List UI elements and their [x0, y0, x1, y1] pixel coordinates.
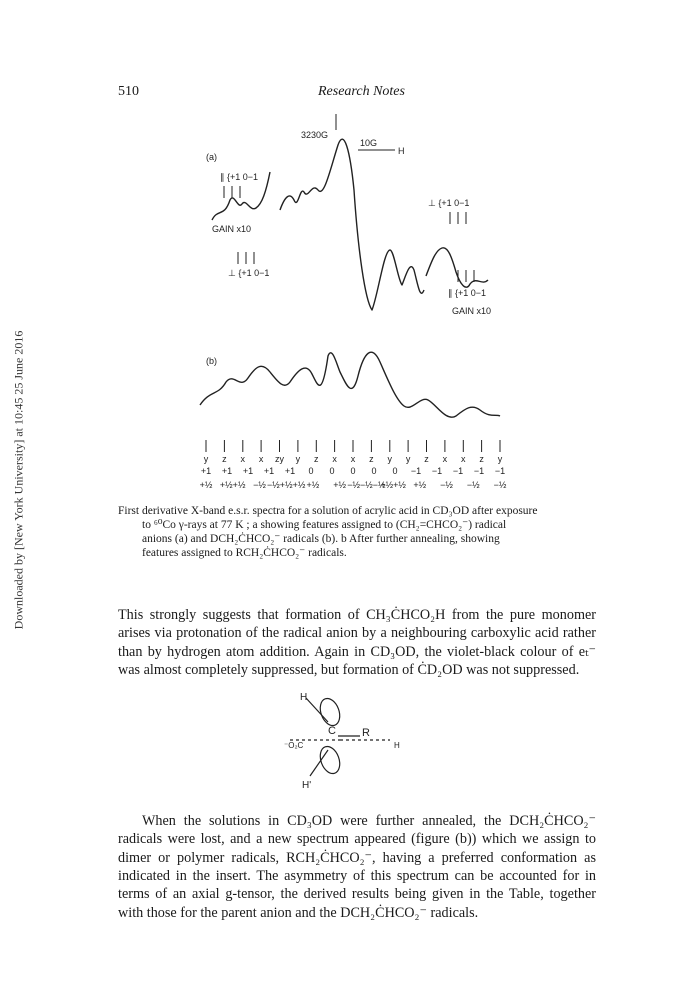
axis-label-11: y — [405, 454, 411, 464]
par-left-label: ∥ {+1 0−1 — [220, 172, 259, 182]
axis-label-5: y — [295, 454, 301, 464]
mi-label-0: +½ — [199, 480, 213, 490]
par-right-label: ∥ {+1 0−1 — [448, 288, 487, 298]
ml-label-3: +1 — [263, 466, 275, 476]
spectrum-a-gain-right — [426, 248, 488, 287]
axis-label-9: z — [369, 454, 374, 464]
axis-label-12: z — [424, 454, 429, 464]
mi-label-2: −½ — [253, 480, 266, 490]
ml-label-4: +1 — [284, 466, 296, 476]
mi-label-10: −½ — [466, 480, 480, 490]
ml-label-9: 0 — [392, 466, 398, 476]
axis-label-15: z — [479, 454, 484, 464]
caption-line-2: to ⁶⁰Co γ-rays at 77 K ; a showing features assigned to (CH₂=CHCO₂⁻) radical — [142, 519, 507, 531]
insert-carbon: C — [328, 725, 336, 737]
ml-label-0: +1 — [200, 466, 212, 476]
figure-drawing — [0, 100, 696, 500]
axis-label-2: x — [240, 454, 246, 464]
gain-left-label: GAIN x10 — [212, 224, 252, 234]
panel-a-label: (a) — [206, 152, 217, 162]
paragraph-1: This strongly suggests that formation of CH₃ĊHCO₂H from the pure monomer arises via protonation of the radical anion by a neighbouring carboxylic acid rather than by hydrogen atom addition. Again in CD₃OD, the violet-black colour of eₜ⁻ was almost completely suppressed, but formation of ĊD₂OD was not suppressed. — [118, 607, 596, 679]
mi-label-9: −½ — [440, 480, 453, 490]
ml-label-14: −1 — [494, 466, 506, 476]
insert-carboxylate: ⁻O₂C — [284, 741, 304, 750]
mi-label-8: +½ — [413, 480, 427, 490]
ml-label-12: −1 — [452, 466, 464, 476]
axis-label-3: x — [258, 454, 264, 464]
perp-right-label: ⊥ {+1 0−1 — [428, 198, 470, 208]
spectrum-a-trace — [280, 139, 424, 310]
axis-label-10: y — [387, 454, 393, 464]
panel-b-label: (b) — [206, 356, 217, 366]
axis-label-7: x — [332, 454, 337, 464]
mi-label-11: −½ — [493, 480, 507, 490]
ml-label-5: 0 — [308, 466, 314, 476]
field-arrow-label: H — [398, 146, 405, 156]
ml-label-10: −1 — [410, 466, 422, 476]
axis-label-8: x — [350, 454, 356, 464]
axis-label-6: z — [314, 454, 319, 464]
esr-spectra-figure — [0, 100, 696, 500]
download-stamp: Downloaded by [New York University] at 10:45 25 June 2016 — [11, 330, 26, 630]
mi-label-5: +½ — [333, 480, 346, 490]
insert-h-right: H — [394, 741, 400, 750]
mi-label-1: +½+½ — [219, 480, 246, 490]
insert-r-group: R — [362, 727, 370, 739]
ml-label-6: 0 — [329, 466, 335, 476]
conformation-insert — [280, 692, 420, 792]
scale-label: 10G — [360, 138, 378, 148]
caption-line-3: anions (a) and DCH₂ĊHCO₂⁻ radicals (b). b After further annealing, showing — [142, 533, 500, 545]
axis-label-0: y — [203, 454, 209, 464]
conformation-diagram — [280, 692, 420, 792]
caption-line-4: features assigned to RCH₂ĊHCO₂⁻ radicals. — [142, 547, 347, 559]
mi-label-3: −½+½+½ — [267, 480, 306, 490]
perp-left-label: ⊥ {+1 0−1 — [228, 268, 270, 278]
mi-label-7: +½+½ — [380, 480, 406, 490]
axis-label-13: x — [442, 454, 448, 464]
insert-h-bottom: H' — [302, 780, 312, 791]
mi-label-6: −½−½−½ — [347, 480, 386, 490]
ml-label-2: +1 — [242, 466, 254, 476]
paragraph-2: When the solutions in CD₃OD were further annealed, the DCH₂ĊHCO₂⁻ radicals were lost, and a new spectrum appeared (figure (b)) which we assign to dimer or polymer radicals, RCH₂ĊHCO₂⁻, having a preferred conformation as indicated in the insert. The asymmetry of this spectrum can be accounted for in terms of an axial g-tensor, the derived results being given in the Table, together with those for the parent anion and the DCH₂ĊHCO₂⁻ radicals. — [118, 813, 596, 921]
ml-label-11: −1 — [431, 466, 443, 476]
axis-label-14: x — [461, 454, 466, 464]
caption-line-1: First derivative X-band e.s.r. spectra for a solution of acrylic acid in CD₃OD after exposure — [118, 505, 538, 517]
axis-label-4: zy — [275, 454, 284, 464]
gain-right-label: GAIN x10 — [452, 306, 492, 316]
ml-label-8: 0 — [371, 466, 377, 476]
insert-h-top: H — [300, 692, 308, 703]
spectrum-b-trace — [200, 352, 500, 417]
page-number: 510 — [118, 84, 139, 99]
ml-label-1: +1 — [221, 466, 233, 476]
axis-label-16: y — [497, 454, 503, 464]
running-head: Research Notes — [318, 84, 405, 99]
center-field-label: 3230G — [301, 130, 329, 140]
mi-label-4: +½ — [306, 480, 320, 490]
axis-label-1: z — [222, 454, 227, 464]
ml-label-13: −1 — [473, 466, 485, 476]
figure-caption — [118, 504, 598, 560]
ml-label-7: 0 — [350, 466, 356, 476]
